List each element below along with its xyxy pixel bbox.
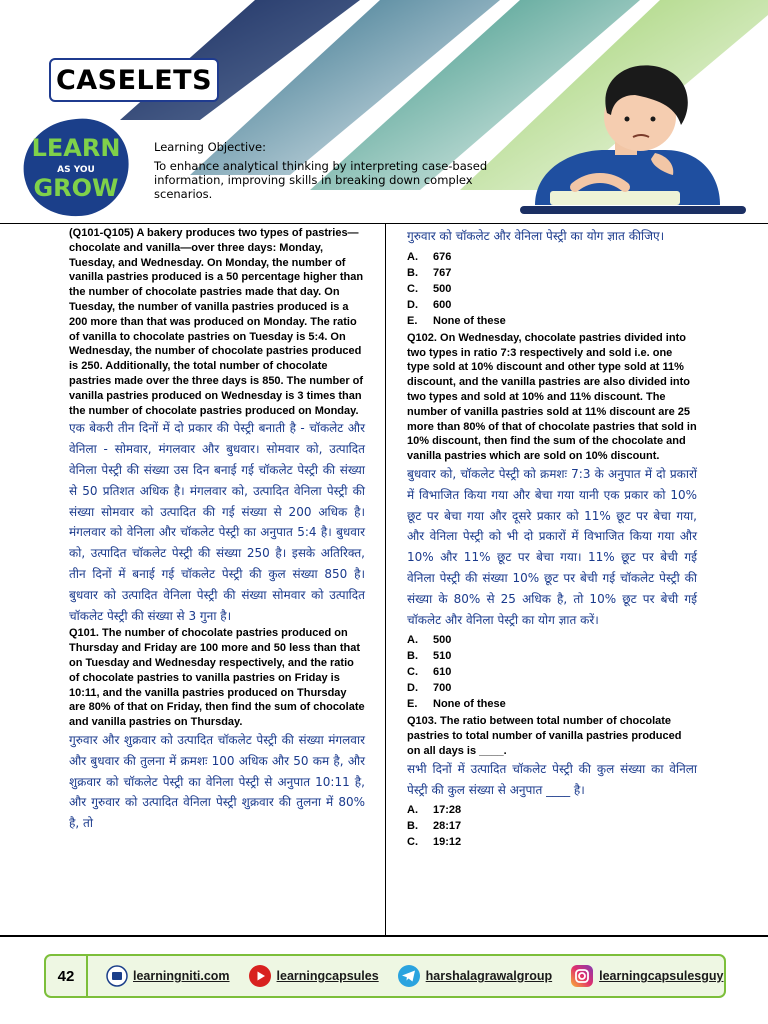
q103-text-hi: सभी दिनों में उत्पादित चॉकलेट पेस्ट्री की कुल संख्या का वेनिला पेस्ट्री की कुल संख्या से अनुपात ____ है।	[407, 761, 697, 797]
student-illustration	[515, 55, 750, 220]
footer-bar	[44, 954, 726, 998]
option-item: D. 600	[407, 298, 452, 311]
youtube-link-group	[248, 964, 379, 988]
q101-options	[407, 249, 697, 329]
objective-text: To enhance analytical thinking by interpreting case-based information, improving skills in breaking down complex scenarios.	[154, 159, 488, 201]
caselet-intro-en: (Q101-Q105) A bakery produces two types of pastries—chocolate and vanilla—over three days: Monday, Tuesday, and Wednesday. On Monday, the number of vanilla pastries produced is a 50 percentage higher than the number of chocolate pastries made that day. On Tuesday, the number of vanilla pastries produced is a 200 more than that was produced on Monday. The ratio of vanilla to chocolate pastries on Tuesday is 5:4. On Wednesday, the number of chocolate pastries produced is 250. Additionally, the total number of chocolate pastries made over the three days is 850. The number of vanilla pastries produced on Wednesday is 3 times than the number of chocolate pastries produced on Monday.	[69, 227, 364, 417]
instagram-icon	[570, 964, 594, 988]
telegram-link-group	[397, 964, 552, 988]
youtube-link[interactable]: learningcapsules	[276, 969, 379, 983]
telegram-link[interactable]: harshalagrawalgroup	[425, 969, 553, 983]
logo-text-learn: LEARN	[31, 134, 121, 162]
learn-as-you-grow-logo	[20, 116, 132, 218]
q103-text-en: Q103. The ratio between total number of chocolate pastries to total number of vanilla pastries produced on all days is ____.	[407, 715, 682, 757]
youtube-icon	[248, 964, 272, 988]
top-rule	[0, 223, 768, 224]
q102-text-en: Q102. On Wednesday, chocolate pastries divided into two types in ratio 7:3 respectively and sold i.e. one type sold at 10% discount and other type sold at 11% discount, and the vanilla pastries are also divided into two types and sold at 10% and 11% discount. The number of vanilla pastries sold at 11% discount are 25 more than 80% of that of chocolate pastries that sold in 10% discount, then find the sum of the chocolate and vanilla pastries which are sold on 10% discount.	[407, 331, 697, 463]
option-item: E. None of these	[407, 314, 506, 327]
instagram-link[interactable]: learningcapsulesguy	[599, 969, 724, 983]
option-item: C. 610	[407, 666, 452, 679]
q101-text-en: Q101. The number of chocolate pastries produced on Thursday and Friday are 100 more and 50 less than that on Tuesday and Wednesday respectively, and the ratio of chocolate pastries to vanilla pastries on Friday is 10:11, and the vanilla pastries produced on Thursday are 80% of that on Friday, then find the sum of chocolate and vanilla pastries on Thursday.	[69, 627, 365, 729]
option-item: E. None of these	[407, 698, 506, 711]
instagram-link-group	[570, 964, 723, 988]
q101-text-hi: गुरुवार और शुक्रवार को उत्पादित चॉकलेट पेस्ट्री की संख्या मंगलवार और बुधवार की तुलना में क्रमशः 100 अधिक और 50 कम है, और शुक्रवार को चॉकलेट पेस्ट्री का वेनिला पेस्ट्री से अनुपात 10:11 है, और गुरुवार को उत्पादित वेनिला पेस्ट्री शुक्रवार की तुलना में 80% है, तो	[69, 732, 365, 831]
left-column	[69, 226, 365, 834]
option-item: D. 700	[407, 682, 452, 695]
option-item: A. 17:28	[407, 804, 462, 817]
page-title: CASELETS	[49, 58, 219, 102]
option-item: C. 500	[407, 282, 452, 295]
learning-objective	[154, 140, 514, 201]
option-item: C. 19:12	[407, 836, 462, 849]
logo-text-as-you: AS YOU	[57, 165, 95, 175]
learningniti-logo-icon	[106, 965, 128, 987]
option-item: B. 28:17	[407, 820, 462, 833]
objective-title: Learning Objective:	[154, 140, 266, 154]
option-item: A. 676	[407, 250, 452, 263]
column-divider	[385, 224, 386, 936]
website-link-group	[106, 965, 230, 987]
page-number: 42	[46, 956, 88, 996]
option-item: A. 500	[407, 634, 452, 647]
option-item: B. 510	[407, 650, 452, 663]
caselet-intro-hi: एक बेकरी तीन दिनों में दो प्रकार की पेस्ट्री बनाती है - चॉकलेट और वेनिला - सोमवार, मंगलवार और बुधवार। सोमवार को, उत्पादित वेनिला पेस्ट्री की संख्या उस दिन बनाई गई चॉकलेट पेस्ट्री की संख्या से 50 प्रतिशत अधिक है। मंगलवार को, उत्पादित वेनिला पेस्ट्री की संख्या सोमवार को उत्पादित की गई संख्या से 200 अधिक है। मंगलवार को वेनिला और चॉकलेट पेस्ट्री का अनुपात 5:4 है। बुधवार को, उत्पादित चॉकलेट पेस्ट्री की संख्या 250 है। इसके अतिरिक्त, तीन दिनों में बनाई गई चॉकलेट पेस्ट्री की कुल संख्या 850 है। बुधवार को उत्पादित वेनिला पेस्ट्री की संख्या सोमवार को उत्पादित चॉकलेट पेस्ट्री की संख्या से 3 गुना है।	[69, 421, 365, 623]
bottom-rule	[0, 935, 768, 937]
q102-options	[407, 632, 697, 712]
website-link[interactable]: learningniti.com	[133, 969, 230, 983]
q103-options	[407, 802, 697, 850]
telegram-icon	[397, 964, 421, 988]
option-item: B. 767	[407, 266, 452, 279]
q102-text-hi: बुधवार को, चॉकलेट पेस्ट्री को क्रमशः 7:3 के अनुपात में दो प्रकारों में विभाजित किया गया और बेचा गया यानी एक प्रकार को 10% छूट पर बेचा गया और दूसरे प्रकार को 11% छूट पर बेचा गया, और वेनिला पेस्ट्री को भी दो प्रकारों में विभाजित किया गया और 10% और 11% छूट पर बेचा गया। 11% छूट पर बेची गई वेनिला पेस्ट्री की संख्या 10% छूट पर बेची गई चॉकलेट पेस्ट्री की संख्या के 80% से 25 अधिक है, तो 10% छूट पर बेची गई चॉकलेट और वेनिला पेस्ट्री का योग ज्ञात करें।	[407, 466, 697, 627]
q101-text-hi-continued: गुरुवार को चॉकलेट और वेनिला पेस्ट्री का योग ज्ञात कीजिए।	[407, 229, 665, 243]
right-column	[407, 226, 697, 852]
logo-text-grow: GROW	[33, 174, 119, 202]
